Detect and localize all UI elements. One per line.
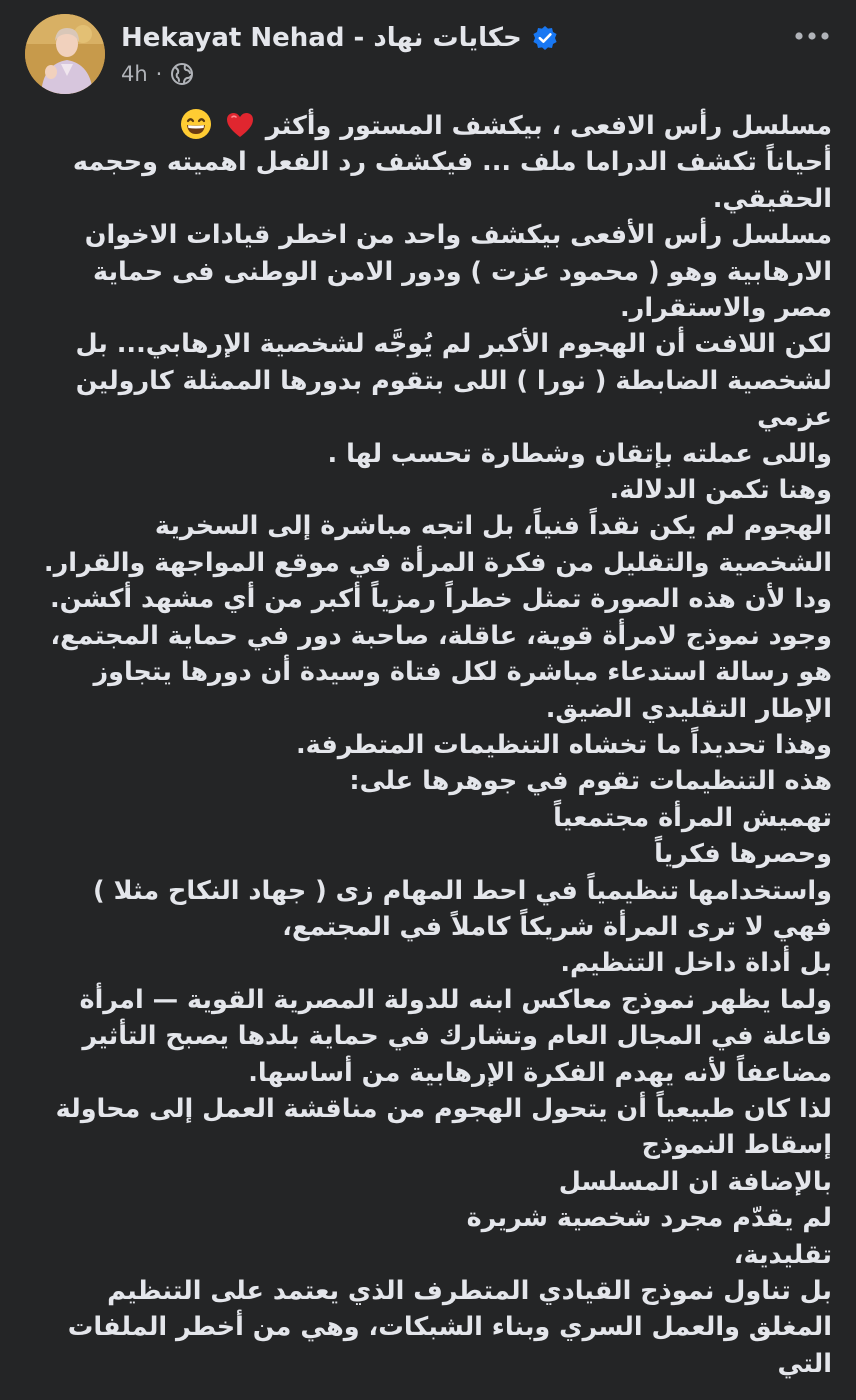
- post-line: تهميش المرأة مجتمعياً: [553, 802, 832, 833]
- post-time[interactable]: 4h: [121, 62, 148, 86]
- author-row: [121, 18, 558, 58]
- grinning-face-icon: [180, 108, 212, 140]
- post-line: واللى عملته بإتقان وشطارة تحسب لها .: [327, 438, 832, 469]
- post-line: وهنا تكمن الدلالة.: [609, 475, 832, 506]
- post-line: واستخدامها تنظيمياً في احط المهام زى ( جهاد النكاح مثلا ): [93, 875, 832, 906]
- post-line: فهي لا ترى المرأة شريكاً كاملاً في المجتمع،: [282, 911, 832, 942]
- post-line: لذا كان طبيعياً أن يتحول الهجوم من مناقشة العمل إلى محاولة إسقاط النموذج: [55, 1093, 832, 1161]
- post-first-line: مسلسل رأس الافعى ، بيكشف المستور وأكثر: [265, 111, 832, 141]
- post-line: لكن اللافت أن الهجوم الأكبر لم يُوجَّه لشخصية الإرهابي... بل لشخصية الضابطة ( نورا ) اللى بتقوم بدورها الممثلة كارولين عزمي: [75, 329, 832, 433]
- post-line: بالإضافة ان المسلسل: [558, 1166, 832, 1197]
- globe-icon[interactable]: [170, 62, 194, 86]
- post-line: بل تناول نموذج القيادي المتطرف الذي يعتمد على التنظيم المغلق والعمل السري وبناء الشبكات، وهي من أخطر الملفات التي: [67, 1276, 832, 1379]
- post-line: هو رسالة استدعاء مباشرة لكل فتاة وسيدة أن دورها يتجاوز الإطار التقليدي الضيق.: [93, 657, 832, 724]
- post-line: بل أداة داخل التنظيم.: [560, 948, 832, 979]
- post-line: الهجوم لم يكن نقداً فنياً، بل اتجه مباشرة إلى السخرية الشخصية والتقليل من فكرة المرأة في موقع المواجهة والقرار.: [43, 511, 832, 578]
- post-line: مسلسل رأس الأفعى بيكشف واحد من اخطر قيادات الاخوان الارهابية وهو ( محمود عزت ) ودور الامن الوطنى فى حماية مصر والاستقرار.: [84, 220, 832, 324]
- post-line: وحصرها فكرياً: [654, 839, 832, 870]
- post-line: لم يقدّم مجرد شخصية شريرة: [466, 1203, 832, 1234]
- post-line: [36, 108, 832, 144]
- more-options-button[interactable]: [790, 20, 834, 52]
- red-heart-icon: [225, 110, 255, 140]
- post-line: هذه التنظيمات تقوم في جوهرها على:: [349, 766, 832, 797]
- post-line: أحياناً تكشف الدراما ملف ... فيكشف رد الفعل اهميته وحجمه الحقيقي.: [72, 147, 832, 214]
- author-avatar[interactable]: [25, 14, 105, 94]
- avatar-image: [25, 14, 105, 94]
- author-name[interactable]: Hekayat Nehad - حكايات نهاد: [121, 23, 522, 53]
- post-line: وهذا تحديداً ما تخشاه التنظيمات المتطرفة.: [295, 729, 832, 760]
- post-meta: [121, 60, 194, 88]
- post-line: وجود نموذج لامرأة قوية، عاقلة، صاحبة دور في حماية المجتمع،: [50, 620, 832, 651]
- post-line: تقليدية،: [733, 1239, 832, 1270]
- meta-separator: ·: [155, 62, 163, 86]
- post-line: ولما يظهر نموذج معاكس ابنه للدولة المصرية القوية — امرأة فاعلة في المجال العام وتشارك في حماية بلدها يصبح التأثير مضاعفاً لأنه يهدم الفكرة الإرهابية من أساسها.: [79, 984, 832, 1088]
- post-header: [0, 0, 856, 100]
- more-options-icon: [794, 31, 830, 41]
- post-text: [36, 108, 832, 1382]
- verified-badge-icon: [532, 25, 558, 51]
- post-line: ودا لأن هذه الصورة تمثل خطراً رمزياً أكبر من أي مشهد أكشن.: [50, 584, 832, 615]
